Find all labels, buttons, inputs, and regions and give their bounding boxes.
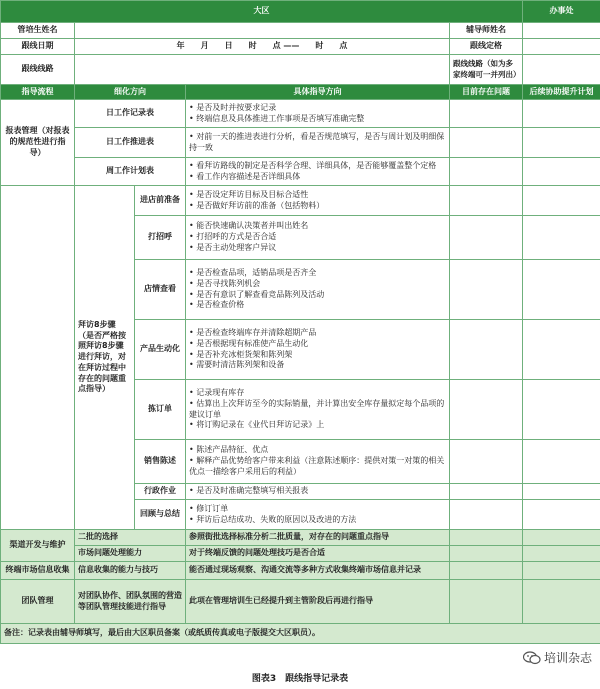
date-label: 跟线日期 bbox=[1, 39, 75, 55]
point: • 是否检查品项，适销品项是否齐全 bbox=[189, 268, 446, 279]
step-points bbox=[186, 320, 450, 380]
step-name: 进店前准备 bbox=[135, 186, 186, 216]
point: • 是否主动处理客户异议 bbox=[189, 243, 446, 254]
report-sub: 周工作计划表 bbox=[75, 158, 186, 186]
problem-cell[interactable] bbox=[450, 158, 523, 186]
plan-cell[interactable] bbox=[523, 186, 600, 216]
point: • 是否检查终端库存并清除超期产品 bbox=[189, 328, 446, 339]
point: • 陈述产品特征、优点 bbox=[189, 445, 446, 456]
date-format[interactable]: 年 月 日 时 点 —— 时 点 bbox=[75, 39, 450, 55]
route-value[interactable] bbox=[75, 55, 450, 85]
point: • 需要时清洁陈列架和设备 bbox=[189, 360, 446, 371]
problem-cell[interactable] bbox=[450, 380, 523, 440]
plan-cell[interactable] bbox=[523, 320, 600, 380]
problem-cell[interactable] bbox=[450, 484, 523, 500]
problem-cell[interactable] bbox=[450, 128, 523, 158]
problem-cell[interactable] bbox=[450, 500, 523, 530]
route-label: 跟线线路 bbox=[1, 55, 75, 85]
plan-cell[interactable] bbox=[523, 484, 600, 500]
point: • 拜访后总结成功、失败的原因以及改进的方法 bbox=[189, 515, 446, 526]
step-name: 回顾与总结 bbox=[135, 500, 186, 530]
route-note: 跟线线路（如为多家终端可一并列出） bbox=[450, 55, 523, 85]
plan-cell[interactable] bbox=[523, 530, 600, 546]
step-points bbox=[186, 260, 450, 320]
point: • 是否检查价格 bbox=[189, 300, 446, 311]
plan-cell[interactable] bbox=[523, 158, 600, 186]
terminal-sub: 信息收集的能力与技巧 bbox=[75, 562, 186, 580]
problem-cell[interactable] bbox=[450, 100, 523, 128]
problem-cell[interactable] bbox=[450, 546, 523, 562]
plan-cell[interactable] bbox=[523, 580, 600, 624]
plan-cell[interactable] bbox=[523, 546, 600, 562]
step-name: 行政作业 bbox=[135, 484, 186, 500]
plan-cell[interactable] bbox=[523, 216, 600, 260]
report-sub: 日工作推进表 bbox=[75, 128, 186, 158]
plan-cell[interactable] bbox=[523, 128, 600, 158]
team-sub: 对团队协作、团队氛围的营造等团队管理技能进行指导 bbox=[75, 580, 186, 624]
plan-cell[interactable] bbox=[523, 100, 600, 128]
col-detail: 细化方向 bbox=[75, 85, 186, 100]
terminal-desc: 能否通过现场观察、沟通交流等多种方式收集终端市场信息并记录 bbox=[186, 562, 450, 580]
problem-cell[interactable] bbox=[450, 186, 523, 216]
point: • 是否及时准确完整填写相关报表 bbox=[189, 486, 446, 497]
step-points bbox=[186, 484, 450, 500]
point: • 是否做好拜访前的准备（包括物料） bbox=[189, 201, 446, 212]
problem-cell[interactable] bbox=[450, 216, 523, 260]
channel-desc: 对于终端反馈的问题处理技巧是否合适 bbox=[186, 546, 450, 562]
report-points bbox=[186, 128, 450, 158]
channel-sub: 二批的选择 bbox=[75, 530, 186, 546]
route-extra[interactable] bbox=[523, 55, 600, 85]
step-points bbox=[186, 440, 450, 484]
report-points bbox=[186, 158, 450, 186]
problem-cell[interactable] bbox=[450, 260, 523, 320]
team-title: 团队管理 bbox=[1, 580, 75, 624]
point: • 对前一天的推进表进行分析，看是否规范填写，是否与周计划及明细保持一致 bbox=[189, 132, 446, 154]
point: • 解释产品优势给客户带来利益（注意陈述顺序：提供对策一对策的相关优点一描绘客户采用后的利益） bbox=[189, 456, 446, 478]
point: • 打招呼的方式是否合适 bbox=[189, 232, 446, 243]
step-name: 打招呼 bbox=[135, 216, 186, 260]
report-sub: 日工作记录表 bbox=[75, 100, 186, 128]
plan-cell[interactable] bbox=[523, 500, 600, 530]
col-specific: 具体指导方向 bbox=[186, 85, 450, 100]
point: • 看工作内容描述是否详细具体 bbox=[189, 172, 446, 183]
visit-spacer bbox=[1, 186, 75, 530]
col-problems: 目前存在问题 bbox=[450, 85, 523, 100]
step-points bbox=[186, 186, 450, 216]
watermark-text: 培训杂志 bbox=[543, 651, 592, 665]
problem-cell[interactable] bbox=[450, 440, 523, 484]
plan-cell[interactable] bbox=[523, 380, 600, 440]
plan-cell[interactable] bbox=[523, 440, 600, 484]
trainee-value[interactable] bbox=[75, 23, 450, 39]
point: • 是否根据现有标准使产品生动化 bbox=[189, 339, 446, 350]
col-followup: 后续协助提升计划 bbox=[523, 85, 600, 100]
step-points bbox=[186, 500, 450, 530]
point: • 是否补充冰柜货架和陈列架 bbox=[189, 350, 446, 361]
step-name: 店情查看 bbox=[135, 260, 186, 320]
point: • 修订订单 bbox=[189, 504, 446, 515]
figure-caption: 图表3 跟线指导记录表 bbox=[251, 674, 349, 684]
point: • 估算出上次拜访至今的实际销量，并计算出安全库存量拟定每个品项的建议订单 bbox=[189, 399, 446, 421]
point: • 是否及时并按要求记录 bbox=[189, 103, 446, 114]
visit-title: 拜访8步骤（是否严格按照拜访8步骤进行拜访，对在拜访过程中存在的问题重点指导） bbox=[75, 186, 135, 530]
point: • 终端信息及具体推进工作事项是否填写准确完整 bbox=[189, 114, 446, 125]
trainee-label: 管培生姓名 bbox=[1, 23, 75, 39]
report-title: 报表管理（对报表的规范性进行指导） bbox=[1, 100, 75, 186]
problem-cell[interactable] bbox=[450, 320, 523, 380]
channel-desc: 参照街批选择标准分析二批质量，对存在的问题重点指导 bbox=[186, 530, 450, 546]
col-process: 指导流程 bbox=[1, 85, 75, 100]
point: • 将订购记录在《业代日拜访记录》上 bbox=[189, 420, 446, 431]
wechat-icon bbox=[523, 651, 541, 665]
point: • 是否有意识了解查看竞品陈列及活动 bbox=[189, 290, 446, 301]
problem-cell[interactable] bbox=[450, 562, 523, 580]
point: • 能否快速确认决策者并叫出姓名 bbox=[189, 221, 446, 232]
step-points bbox=[186, 216, 450, 260]
problem-cell[interactable] bbox=[450, 580, 523, 624]
point: • 记录现有库存 bbox=[189, 388, 446, 399]
region-header: 大区 bbox=[1, 1, 523, 23]
plan-cell[interactable] bbox=[523, 562, 600, 580]
office-header: 办事处 bbox=[523, 1, 600, 23]
channel-title: 渠道开发与维护 bbox=[1, 530, 75, 562]
point: • 是否设定拜访目标及目标合适性 bbox=[189, 190, 446, 201]
step-name: 拣订单 bbox=[135, 380, 186, 440]
point: • 看拜访路线的制定是否科学合理、详细具体，是否能够覆盖整个定格 bbox=[189, 161, 446, 172]
watermark bbox=[523, 649, 592, 666]
line-setting-label: 跟线定格 bbox=[450, 39, 523, 55]
report-points bbox=[186, 100, 450, 128]
point: • 是否寻找陈列机会 bbox=[189, 279, 446, 290]
mentor-label: 辅导师姓名 bbox=[450, 23, 523, 39]
mentor-value[interactable] bbox=[523, 23, 600, 39]
problem-cell[interactable] bbox=[450, 530, 523, 546]
terminal-title: 终端市场信息收集 bbox=[1, 562, 75, 580]
channel-sub: 市场问题处理能力 bbox=[75, 546, 186, 562]
remark: 备注：记录表由辅导师填写，最后由大区职员备案（或纸质传真或电子版提交大区职员）。 bbox=[1, 624, 600, 644]
line-setting-value[interactable] bbox=[523, 39, 600, 55]
step-points bbox=[186, 380, 450, 440]
plan-cell[interactable] bbox=[523, 260, 600, 320]
team-desc: 此项在管理培训生已经提升到主管阶段后再进行指导 bbox=[186, 580, 450, 624]
step-name: 销售陈述 bbox=[135, 440, 186, 484]
step-name: 产品生动化 bbox=[135, 320, 186, 380]
